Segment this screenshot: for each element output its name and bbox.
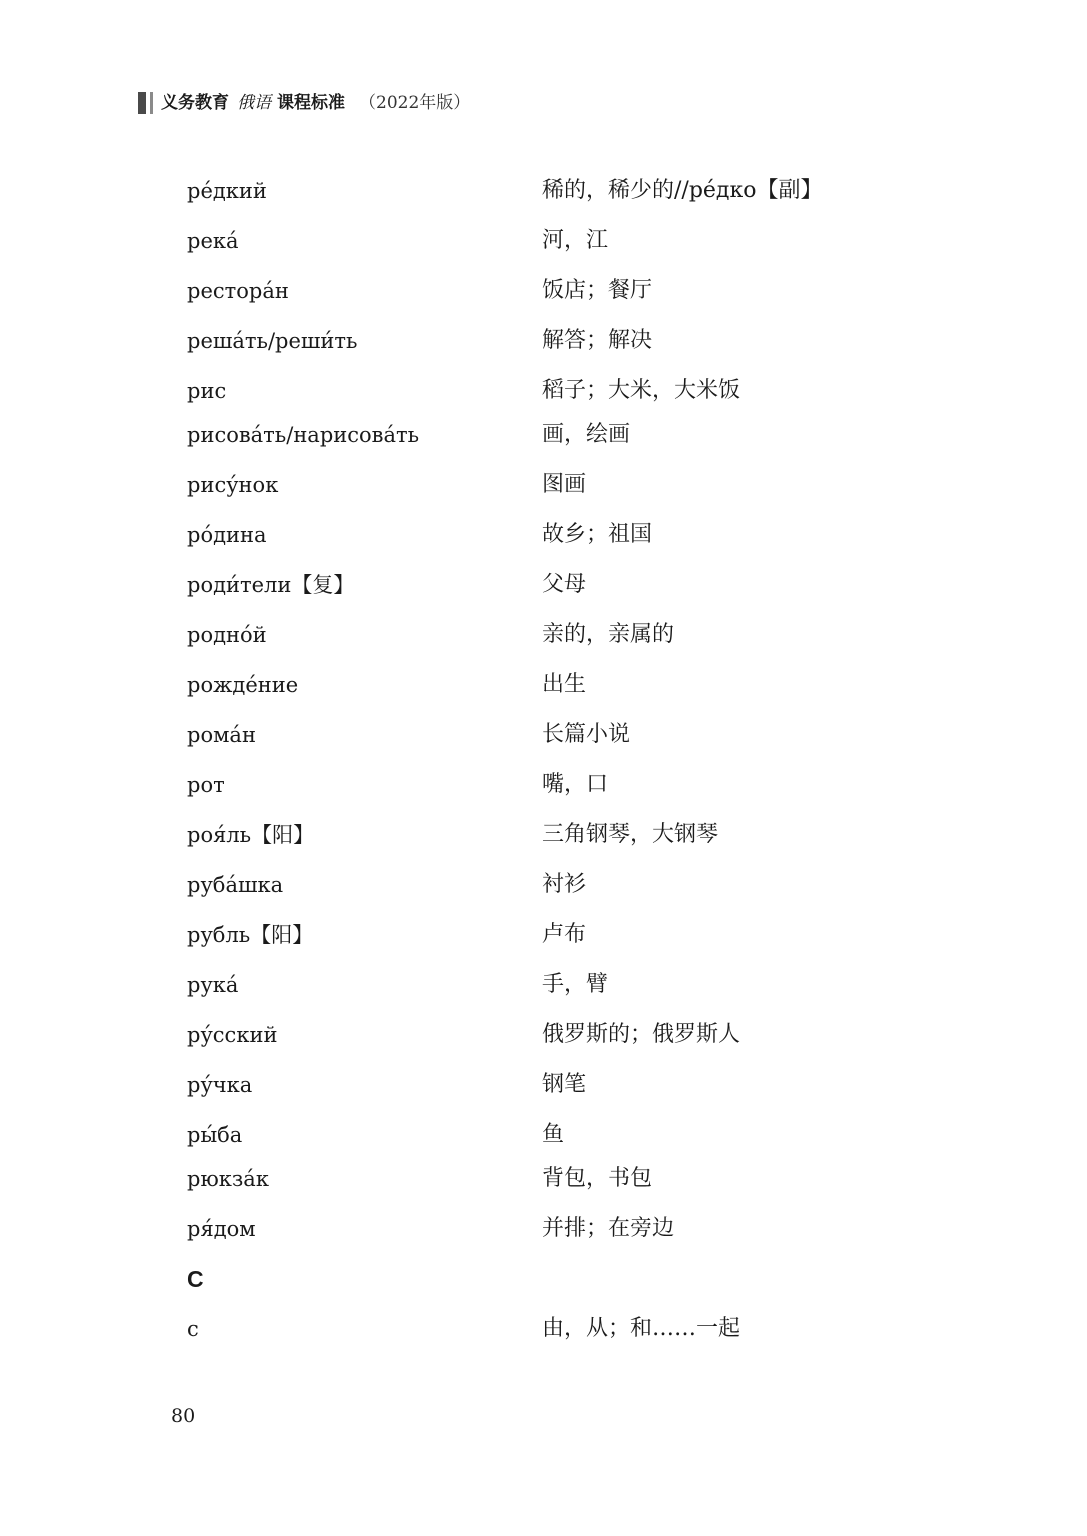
vocab-entry [187,415,907,465]
vocab-entry [187,171,907,221]
vocab-entry [187,765,907,815]
vocab-entry [187,865,907,915]
vocab-meaning: 背包，书包 [542,1166,653,1191]
vocab-word: ры́ба [187,1123,243,1147]
vocab-entry [187,515,907,565]
vocab-word: реша́ть/реши́ть [187,329,358,353]
vocab-entry [187,1065,907,1115]
vocabulary-list [187,171,907,1359]
vocab-meaning: 三角钢琴，大钢琴 [542,822,719,847]
vocab-meaning: 手，臂 [542,972,609,997]
vocab-meaning: 俄罗斯的；俄罗斯人 [542,1022,741,1047]
vocab-word: рожде́ние [187,673,299,697]
vocab-word: с [187,1317,199,1341]
vocab-meaning: 稀的，稀少的//ре́дко【副】 [542,178,823,203]
header-subject: 俄语 [237,93,271,113]
header-title-part2: 课程标准 [277,93,345,113]
vocab-entry [187,565,907,615]
vocab-meaning: 卢布 [542,922,587,947]
vocab-word: рис [187,379,227,403]
vocab-entry [187,915,907,965]
vocab-word: родно́й [187,623,267,647]
vocab-word: рука́ [187,973,239,997]
vocab-meaning: 饭店；餐厅 [542,278,653,303]
vocab-word: ря́дом [187,1217,256,1241]
vocab-meaning: 长篇小说 [542,722,631,747]
vocab-entry [187,715,907,765]
vocab-entry [187,665,907,715]
vocab-word: ру́чка [187,1073,253,1097]
vocab-meaning: 由，从；和……一起 [542,1316,741,1341]
vocab-word: река́ [187,229,239,253]
vocab-meaning: 父母 [542,572,587,597]
vocab-entry [187,271,907,321]
vocab-word: ре́дкий [187,179,267,203]
vocab-meaning: 河，江 [542,228,609,253]
vocab-word: рестора́н [187,279,289,303]
vocab-meaning: 画，绘画 [542,422,631,447]
vocab-word: рисова́ть/нарисова́ть [187,423,420,447]
vocab-meaning: 鱼 [542,1122,565,1147]
running-header [138,92,470,114]
vocab-meaning: 亲的，亲属的 [542,622,675,647]
vocab-word: рюкза́к [187,1167,269,1191]
vocab-meaning: 嘴，口 [542,772,609,797]
vocab-word: рот [187,773,225,797]
vocab-word: роди́тели【复】 [187,573,355,597]
vocab-word: ро́дина [187,523,267,547]
vocab-entry [187,1159,907,1209]
vocab-meaning: 钢笔 [542,1072,587,1097]
vocab-entry [187,465,907,515]
vocab-entry [187,1309,907,1359]
vocab-meaning: 故乡；祖国 [542,522,653,547]
vocab-meaning: 解答；解决 [542,328,653,353]
vocab-entry [187,615,907,665]
vocab-meaning: 衬衫 [542,872,587,897]
vocab-meaning: 并排；在旁边 [542,1216,675,1241]
vocab-entry [187,1015,907,1065]
section-letter: С [187,1266,204,1292]
page-number: 80 [171,1405,196,1427]
vocab-word: ру́сский [187,1023,278,1047]
vocab-entry [187,965,907,1015]
header-title-part1: 义务教育 [161,93,229,113]
vocab-entry [187,1115,907,1159]
vocab-word: руба́шка [187,873,284,897]
vocab-word: рома́н [187,723,256,747]
vocab-word: рису́нок [187,473,279,497]
vocab-word: рубль【阳】 [187,923,314,947]
header-edition: （2022年版） [359,93,471,113]
vocab-entry [187,321,907,371]
header-bar-icon [138,92,153,114]
vocab-entry [187,815,907,865]
vocab-meaning: 图画 [542,472,587,497]
vocab-meaning: 稻子；大米，大米饭 [542,378,741,403]
vocab-meaning: 出生 [542,672,587,697]
vocab-entry [187,371,907,415]
vocab-entry [187,1209,907,1259]
vocab-word: роя́ль【阳】 [187,823,315,847]
vocab-entry [187,221,907,271]
